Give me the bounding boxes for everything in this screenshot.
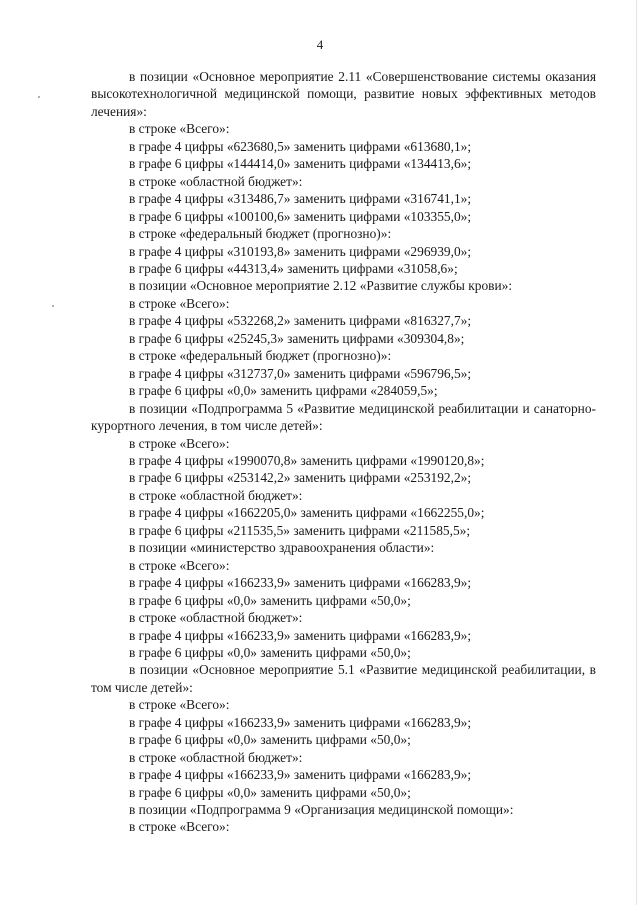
paragraph: в строке «Всего»: [129, 697, 230, 713]
paragraph: в строке «областной бюджет»: [129, 487, 303, 503]
paragraph: в строке «Всего»: [129, 121, 230, 137]
paragraph: в графе 6 цифры «211535,5» заменить цифрами «211585,5»; [129, 522, 471, 538]
paragraph: в графе 6 цифры «0,0» заменить цифрами «50,0»; [129, 784, 411, 800]
paragraph: в графе 4 цифры «1662205,0» заменить цифрами «1662255,0»; [129, 505, 485, 521]
paragraph: в графе 4 цифры «312737,0» заменить цифрами «596796,5»; [129, 365, 472, 381]
margin-speck [38, 96, 40, 98]
paragraph: в позиции «Основное мероприятие 5.1 «Развитие медицинской реабилитации, в том числе детей»: [91, 662, 596, 695]
paragraph: в графе 4 цифры «166233,9» заменить цифрами «166283,9»; [129, 767, 472, 783]
paragraph: в графе 6 цифры «44313,4» заменить цифрами «31058,6»; [129, 260, 458, 276]
page-number: 4 [316, 37, 324, 52]
paragraph: в строке «федеральный бюджет (прогнозно)»: [129, 348, 392, 364]
paragraph: в графе 4 цифры «313486,7» заменить цифрами «316741,1»; [129, 191, 472, 207]
paragraph: в графе 4 цифры «623680,5» заменить цифрами «613680,1»; [129, 138, 472, 154]
paragraph: в графе 6 цифры «0,0» заменить цифрами «50,0»; [129, 644, 411, 660]
paragraph: в графе 6 цифры «25245,3» заменить цифрами «309304,8»; [129, 330, 465, 346]
paragraph: в позиции «Основное мероприятие 2.12 «Развитие службы крови»: [129, 278, 513, 294]
paragraph: в графе 6 цифры «100100,6» заменить цифрами «103355,0»; [129, 208, 472, 224]
paragraph: в графе 6 цифры «253142,2» заменить цифрами «253192,2»; [129, 470, 472, 486]
paragraph: в графе 4 цифры «166233,9» заменить цифрами «166283,9»; [129, 714, 472, 730]
paragraph: в строке «областной бюджет»: [129, 173, 303, 189]
paragraph: в графе 6 цифры «144414,0» заменить цифрами «134413,6»; [129, 156, 472, 172]
paragraph: в строке «Всего»: [129, 819, 230, 835]
paragraph: в графе 6 цифры «0,0» заменить цифрами «50,0»; [129, 592, 411, 608]
paragraph: в графе 6 цифры «0,0» заменить цифрами «284059,5»; [129, 383, 438, 399]
page-edge-line [636, 0, 637, 905]
paragraph: в графе 4 цифры «166233,9» заменить цифрами «166283,9»; [129, 627, 472, 643]
paragraph: в позиции «министерство здравоохранения области»: [129, 540, 435, 556]
paragraph: в графе 6 цифры «0,0» заменить цифрами «50,0»; [129, 732, 411, 748]
paragraph: в строке «областной бюджет»: [129, 749, 303, 765]
paragraph: в строке «Всего»: [129, 557, 230, 573]
margin-speck [52, 305, 54, 307]
document-body [91, 68, 596, 836]
paragraph: в графе 4 цифры «532268,2» заменить цифрами «816327,7»; [129, 313, 472, 329]
paragraph: в строке «Всего»: [129, 435, 230, 451]
paragraph: в позиции «Подпрограмма 9 «Организация медицинской помощи»: [129, 802, 514, 818]
paragraph: в строке «федеральный бюджет (прогнозно)»: [129, 226, 392, 242]
paragraph: в позиции «Подпрограмма 5 «Развитие медицинской реабилитации и санаторно-курортного лечения, в том числе детей»: [91, 400, 596, 434]
paragraph: в строке «Всего»: [129, 295, 230, 311]
paragraph: в позиции «Основное мероприятие 2.11 «Совершенствование системы оказания высокотехнологичной медицинской помощи, развитие новых эффективных методов лечения»: [91, 69, 596, 119]
paragraph: в графе 4 цифры «310193,8» заменить цифрами «296939,0»; [129, 243, 472, 259]
paragraph: в графе 4 цифры «166233,9» заменить цифрами «166283,9»; [129, 575, 472, 591]
paragraph: в графе 4 цифры «1990070,8» заменить цифрами «1990120,8»; [129, 452, 485, 468]
paragraph: в строке «областной бюджет»: [129, 610, 303, 626]
